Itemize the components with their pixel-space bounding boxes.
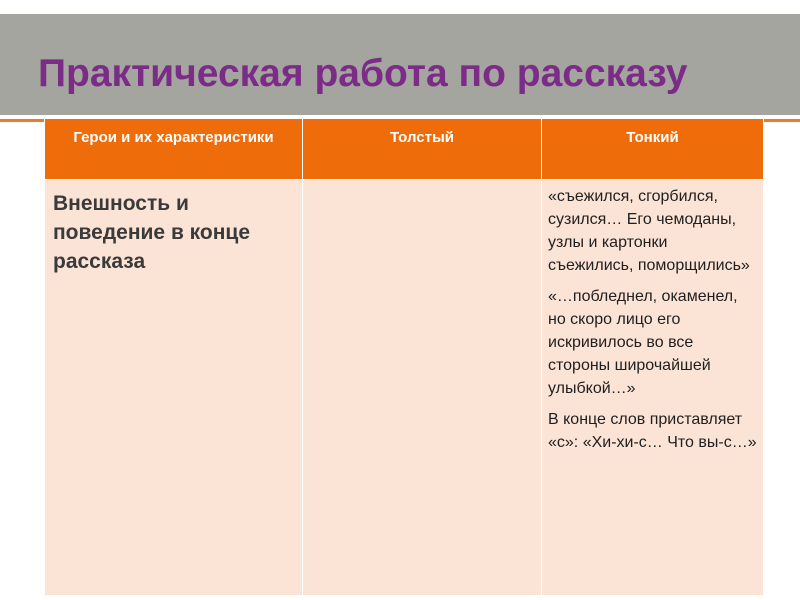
header-fat: Толстый <box>303 119 542 180</box>
fat-cell <box>303 180 542 596</box>
table-row <box>45 180 764 596</box>
comparison-table <box>44 118 764 596</box>
header-thin: Тонкий <box>542 119 764 180</box>
quote-paragraph: В конце слов приставляет «с»: «Хи-хи-с… Что вы-с…» <box>548 411 757 451</box>
row-label-cell <box>45 180 303 596</box>
quote-paragraph: «съежился, сгорбился, сузился… Его чемоданы, узлы и картонки съежились, поморщились» <box>548 188 750 274</box>
thin-cell <box>542 180 764 596</box>
header-heroes: Герои и их характеристики <box>45 119 303 180</box>
title-band <box>0 14 800 115</box>
quote-paragraph: «…побледнел, окаменел, но скоро лицо его искривилось во все стороны широчайшей улыбкой…» <box>548 288 738 397</box>
thin-quotes <box>542 180 763 454</box>
slide-title: Практическая работа по рассказу <box>38 52 688 95</box>
row-label: Внешность и поведение в конце рассказа <box>53 192 251 273</box>
table-header-row <box>45 119 764 180</box>
